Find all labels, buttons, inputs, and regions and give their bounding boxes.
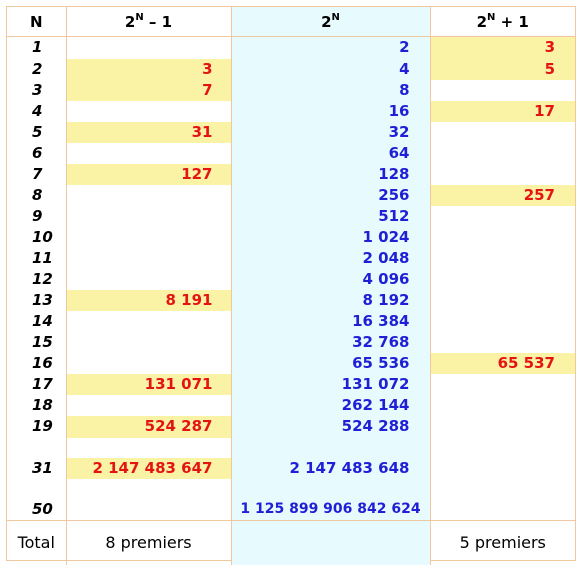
cell-n: 10 xyxy=(7,227,66,248)
cell-2n-plus-1 xyxy=(430,269,575,290)
total-plus: 5 premiers xyxy=(430,520,575,565)
cell-2n: 64 xyxy=(231,143,430,164)
cell-2n-plus-1 xyxy=(430,290,575,311)
cell-2n: 16 384 xyxy=(231,311,430,332)
cell-n: 5 xyxy=(7,122,66,143)
header-suffix: – 1 xyxy=(143,12,173,31)
total-minus: 8 premiers xyxy=(66,520,231,565)
table-row xyxy=(7,59,575,80)
table-row xyxy=(7,269,575,290)
cell-2n: 256 xyxy=(231,185,430,206)
header-exponent: N xyxy=(331,11,340,23)
cell-n: 7 xyxy=(7,164,66,185)
cell-n: 9 xyxy=(7,206,66,227)
cell-2n-plus-1: 65 537 xyxy=(430,353,575,374)
cell-n: 31 xyxy=(7,458,66,479)
cell-2n: 1 125 899 906 842 624 xyxy=(231,499,430,521)
cell-2n-plus-1 xyxy=(430,311,575,332)
cell-2n: 524 288 xyxy=(231,416,430,438)
table-row xyxy=(7,101,575,122)
header-exponent: N xyxy=(135,11,144,23)
cell-2n: 262 144 xyxy=(231,395,430,416)
powers-of-two-table-frame xyxy=(6,6,576,561)
header-2n-minus-1 xyxy=(66,7,231,37)
cell-2n: 8 192 xyxy=(231,290,430,311)
table-row xyxy=(7,499,575,521)
cell-2n-minus-1: 8 191 xyxy=(66,290,231,311)
cell-n: 6 xyxy=(7,143,66,164)
cell-2n-minus-1 xyxy=(66,311,231,332)
cell-2n-minus-1 xyxy=(66,227,231,248)
header-2n-plus-1 xyxy=(430,7,575,37)
cell-n: 17 xyxy=(7,374,66,395)
cell-2n-plus-1 xyxy=(430,206,575,227)
table-row xyxy=(7,80,575,101)
header-2n xyxy=(231,7,430,37)
cell-2n-minus-1: 127 xyxy=(66,164,231,185)
header-base: 2 xyxy=(321,12,332,31)
cell-2n-plus-1: 5 xyxy=(430,59,575,80)
cell-n: 50 xyxy=(7,499,66,521)
total-row xyxy=(7,520,575,565)
table-row xyxy=(7,248,575,269)
cell-2n: 2 048 xyxy=(231,248,430,269)
cell-2n-minus-1 xyxy=(66,37,231,59)
cell-2n: 128 xyxy=(231,164,430,185)
header-base: 2 xyxy=(124,12,136,31)
table-row xyxy=(7,290,575,311)
cell-n: 16 xyxy=(7,353,66,374)
cell-2n-minus-1 xyxy=(66,206,231,227)
cell-2n-minus-1: 31 xyxy=(66,122,231,143)
cell-2n-minus-1 xyxy=(66,499,231,521)
cell-2n-minus-1 xyxy=(66,395,231,416)
cell-2n-minus-1: 7 xyxy=(66,80,231,101)
cell-2n-plus-1 xyxy=(430,374,575,395)
cell-2n-plus-1 xyxy=(430,248,575,269)
cell-n: 15 xyxy=(7,332,66,353)
cell-2n-minus-1 xyxy=(66,248,231,269)
cell-n: 18 xyxy=(7,395,66,416)
cell-2n: 512 xyxy=(231,206,430,227)
cell-2n-minus-1 xyxy=(66,101,231,122)
cell-2n-plus-1: 17 xyxy=(430,101,575,122)
cell-2n: 2 147 483 648 xyxy=(231,458,430,479)
cell-n: 3 xyxy=(7,80,66,101)
cell-n: 19 xyxy=(7,416,66,438)
cell-n: 13 xyxy=(7,290,66,311)
cell-n: 4 xyxy=(7,101,66,122)
header-suffix: + 1 xyxy=(495,12,529,31)
cell-2n: 8 xyxy=(231,80,430,101)
cell-2n: 4 xyxy=(231,59,430,80)
cell-2n-minus-1 xyxy=(66,353,231,374)
cell-2n: 32 768 xyxy=(231,332,430,353)
cell-2n-minus-1 xyxy=(66,269,231,290)
cell-2n-plus-1 xyxy=(430,143,575,164)
powers-of-two-table xyxy=(7,7,575,565)
table-row xyxy=(7,122,575,143)
cell-2n-plus-1 xyxy=(430,458,575,479)
cell-2n-plus-1 xyxy=(430,395,575,416)
cell-2n-minus-1 xyxy=(66,143,231,164)
table-row xyxy=(7,416,575,438)
cell-2n-plus-1 xyxy=(430,332,575,353)
spacer-row xyxy=(7,479,575,499)
cell-2n: 131 072 xyxy=(231,374,430,395)
table-row xyxy=(7,37,575,59)
table-row xyxy=(7,143,575,164)
cell-2n-plus-1: 3 xyxy=(430,37,575,59)
table-row xyxy=(7,353,575,374)
table-row xyxy=(7,206,575,227)
cell-2n: 2 xyxy=(231,37,430,59)
table-row xyxy=(7,374,575,395)
cell-n: 2 xyxy=(7,59,66,80)
table-row xyxy=(7,185,575,206)
cell-2n-plus-1 xyxy=(430,122,575,143)
cell-2n-minus-1: 2 147 483 647 xyxy=(66,458,231,479)
cell-2n-plus-1 xyxy=(430,416,575,438)
cell-2n-plus-1 xyxy=(430,164,575,185)
cell-n: 11 xyxy=(7,248,66,269)
header-row xyxy=(7,7,575,37)
cell-2n-minus-1: 131 071 xyxy=(66,374,231,395)
table-row xyxy=(7,458,575,479)
table-row xyxy=(7,395,575,416)
cell-2n-plus-1 xyxy=(430,499,575,521)
table-row xyxy=(7,311,575,332)
header-n: N xyxy=(7,7,66,37)
table-row xyxy=(7,164,575,185)
cell-2n: 4 096 xyxy=(231,269,430,290)
cell-2n-plus-1: 257 xyxy=(430,185,575,206)
table-row xyxy=(7,227,575,248)
cell-n: 8 xyxy=(7,185,66,206)
cell-2n: 16 xyxy=(231,101,430,122)
table-body xyxy=(7,37,575,521)
cell-2n-plus-1 xyxy=(430,80,575,101)
cell-2n: 32 xyxy=(231,122,430,143)
cell-n: 12 xyxy=(7,269,66,290)
cell-2n: 65 536 xyxy=(231,353,430,374)
header-base: 2 xyxy=(476,12,488,31)
cell-2n-minus-1 xyxy=(66,185,231,206)
cell-2n-plus-1 xyxy=(430,227,575,248)
cell-2n-minus-1: 524 287 xyxy=(66,416,231,438)
cell-2n: 1 024 xyxy=(231,227,430,248)
cell-2n-minus-1: 3 xyxy=(66,59,231,80)
spacer-row xyxy=(7,438,575,458)
total-pow xyxy=(231,520,430,565)
cell-n: 1 xyxy=(7,37,66,59)
cell-n: 14 xyxy=(7,311,66,332)
cell-2n-minus-1 xyxy=(66,332,231,353)
table-row xyxy=(7,332,575,353)
header-exponent: N xyxy=(487,11,496,23)
total-label: Total xyxy=(7,520,66,565)
